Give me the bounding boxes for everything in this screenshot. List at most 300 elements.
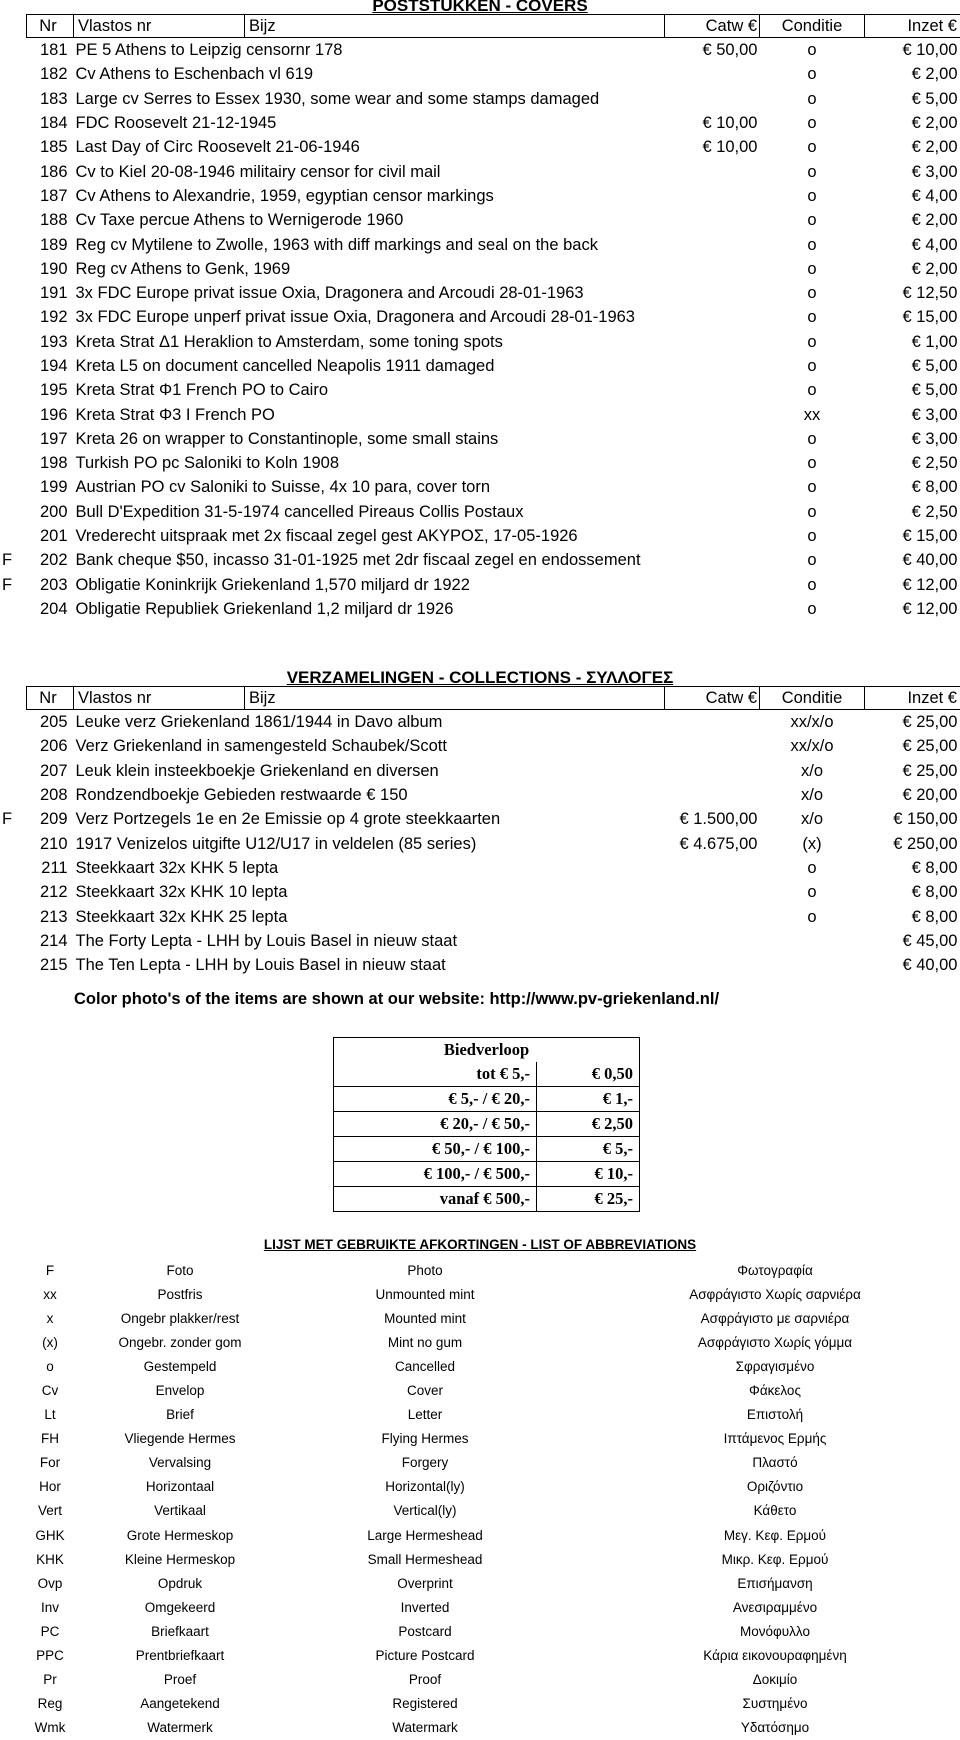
- abbreviation-english: Unmounted mint: [260, 1282, 590, 1306]
- lot-condition: o: [760, 597, 865, 621]
- lot-number: 206: [27, 734, 74, 758]
- lot-description: Cv Athens to Eschenbach vl 619: [74, 62, 665, 86]
- table-row: [0, 880, 960, 904]
- lot-condition: o: [760, 135, 865, 159]
- abbreviation: GHK: [0, 1523, 100, 1547]
- lot-starting-bid: € 2,50: [865, 451, 960, 475]
- lot-condition: o: [760, 856, 865, 880]
- lot-starting-bid: € 15,00: [865, 524, 960, 548]
- abbreviation-row: [0, 1619, 960, 1643]
- header-inzet: Inzet €: [865, 687, 960, 710]
- lot-description: Kreta 26 on wrapper to Constantinople, some small stains: [74, 427, 665, 451]
- lot-catalogue-value: [665, 354, 760, 378]
- bid-range: vanaf € 500,-: [334, 1187, 537, 1212]
- lot-starting-bid: € 40,00: [865, 953, 960, 977]
- lot-starting-bid: € 12,50: [865, 281, 960, 305]
- lot-description: Large cv Serres to Essex 1930, some wear and some stamps damaged: [74, 87, 665, 111]
- lot-description: Vrederecht uitspraak met 2x fiscaal zegel gest ΑΚΥΡΟΣ, 17-05-1926: [74, 524, 665, 548]
- abbreviation-greek: Ασφράγιστο με σαρνιέρα: [590, 1306, 960, 1330]
- lot-number: 215: [27, 953, 74, 977]
- lot-condition: o: [760, 880, 865, 904]
- header-vlastos-bijz: [74, 687, 665, 710]
- header-vlastos-bijz: [74, 15, 665, 38]
- abbreviation-greek: Οριζόντιο: [590, 1475, 960, 1499]
- photo-flag: [0, 710, 27, 735]
- bid-increment: € 5,-: [537, 1137, 640, 1162]
- photo-flag: [0, 524, 27, 548]
- abbreviation-row: [0, 1547, 960, 1571]
- lot-starting-bid: € 8,00: [865, 475, 960, 499]
- abbreviation-row: [0, 1427, 960, 1451]
- lot-starting-bid: € 15,00: [865, 305, 960, 329]
- bid-increment: € 0,50: [537, 1062, 640, 1087]
- lot-description: Obligatie Republiek Griekenland 1,2 miljard dr 1926: [74, 597, 665, 621]
- lot-description: Last Day of Circ Roosevelt 21-06-1946: [74, 135, 665, 159]
- lot-number: 194: [27, 354, 74, 378]
- lot-condition: xx/x/o: [760, 734, 865, 758]
- table-row: [0, 402, 960, 426]
- abbreviation: F: [0, 1258, 100, 1282]
- lot-catalogue-value: [665, 330, 760, 354]
- abbreviation: Cv: [0, 1378, 100, 1402]
- lot-description: Bank cheque $50, incasso 31-01-1925 met 2dr fiscaal zegel en endossement: [74, 548, 665, 572]
- lot-description: Turkish PO pc Saloniki to Koln 1908: [74, 451, 665, 475]
- table-row: [0, 783, 960, 807]
- abbreviation-dutch: Vervalsing: [100, 1451, 260, 1475]
- table-row: [0, 354, 960, 378]
- abbreviation-dutch: Watermerk: [100, 1716, 260, 1740]
- abbreviation-english: Vertical(ly): [260, 1499, 590, 1523]
- lot-number: 207: [27, 759, 74, 783]
- header-vlastos: Vlastos nr: [74, 15, 245, 37]
- photo-flag: [0, 783, 27, 807]
- lot-description: Steekkaart 32x KHK 25 lepta: [74, 904, 665, 928]
- abbreviation: PC: [0, 1619, 100, 1643]
- table-row: [0, 524, 960, 548]
- lot-starting-bid: € 1,00: [865, 330, 960, 354]
- lot-starting-bid: € 3,00: [865, 402, 960, 426]
- lot-condition: o: [760, 62, 865, 86]
- abbreviation-dutch: Postfris: [100, 1282, 260, 1306]
- abbreviation-greek: Σφραγισμένο: [590, 1354, 960, 1378]
- lot-condition: o: [760, 111, 865, 135]
- lot-condition: o: [760, 257, 865, 281]
- photo-flag: [0, 856, 27, 880]
- abbreviation: Wmk: [0, 1716, 100, 1740]
- abbreviation: Hor: [0, 1475, 100, 1499]
- photo-flag: [0, 904, 27, 928]
- abbreviation: (x): [0, 1330, 100, 1354]
- lot-catalogue-value: [665, 87, 760, 111]
- lot-description: PE 5 Athens to Leipzig censornr 178: [74, 38, 665, 63]
- table-row: [0, 111, 960, 135]
- abbreviation-greek: Κάρια εικονουραφημένη: [590, 1644, 960, 1668]
- lot-catalogue-value: [665, 597, 760, 621]
- lot-catalogue-value: [665, 62, 760, 86]
- lot-number: 184: [27, 111, 74, 135]
- abbreviation: Pr: [0, 1668, 100, 1692]
- header-conditie: Conditie: [760, 15, 865, 38]
- header-bijz: Bijz: [245, 17, 276, 35]
- lot-number: 188: [27, 208, 74, 232]
- lot-number: 195: [27, 378, 74, 402]
- lot-condition: x/o: [760, 783, 865, 807]
- lot-condition: o: [760, 500, 865, 524]
- abbreviations-title: LIJST MET GEBRUIKTE AFKORTINGEN - LIST OF ABBREVIATIONS: [0, 1237, 960, 1252]
- lot-starting-bid: € 10,00: [865, 38, 960, 63]
- abbreviation-dutch: Opdruk: [100, 1571, 260, 1595]
- lot-catalogue-value: [665, 402, 760, 426]
- abbreviation: For: [0, 1451, 100, 1475]
- bid-range: € 100,- / € 500,-: [334, 1162, 537, 1187]
- lot-starting-bid: € 3,00: [865, 159, 960, 183]
- lot-number: 214: [27, 929, 74, 953]
- abbreviation-row: [0, 1258, 960, 1282]
- abbreviation-greek: Ιπτάμενος Ερμής: [590, 1427, 960, 1451]
- bid-step-row: [334, 1187, 640, 1212]
- lot-description: Rondzendboekje Gebieden restwaarde € 150: [74, 783, 665, 807]
- biedverloop-table: [333, 1037, 640, 1212]
- collections-title: VERZAMELINGEN - COLLECTIONS - ΣΥΛΛΟΓΕΣ: [0, 668, 960, 688]
- lot-number: 190: [27, 257, 74, 281]
- header-spacer: [0, 687, 27, 710]
- lot-starting-bid: € 8,00: [865, 904, 960, 928]
- lot-number: 189: [27, 232, 74, 256]
- abbreviation-greek: Μικρ. Κεφ. Ερμού: [590, 1547, 960, 1571]
- abbreviation-greek: Επιστολή: [590, 1403, 960, 1427]
- abbreviation-english: Letter: [260, 1403, 590, 1427]
- abbreviation-row: [0, 1692, 960, 1716]
- lot-description: The Ten Lepta - LHH by Louis Basel in nieuw staat: [74, 953, 665, 977]
- lot-starting-bid: € 150,00: [865, 807, 960, 831]
- abbreviation-row: [0, 1716, 960, 1740]
- abbreviation-row: [0, 1571, 960, 1595]
- abbreviation-dutch: Ongebr. zonder gom: [100, 1330, 260, 1354]
- lot-condition: o: [760, 38, 865, 63]
- lot-description: Obligatie Koninkrijk Griekenland 1,570 miljard dr 1922: [74, 573, 665, 597]
- lot-starting-bid: € 2,00: [865, 62, 960, 86]
- lot-number: 213: [27, 904, 74, 928]
- abbreviation: Lt: [0, 1403, 100, 1427]
- photo-flag: [0, 208, 27, 232]
- photo-flag: [0, 831, 27, 855]
- lot-description: Cv to Kiel 20-08-1946 militairy censor for civil mail: [74, 159, 665, 183]
- table-row: [0, 232, 960, 256]
- table-row: [0, 904, 960, 928]
- lot-condition: xx/x/o: [760, 710, 865, 735]
- abbreviation: xx: [0, 1282, 100, 1306]
- bid-range: € 5,- / € 20,-: [334, 1087, 537, 1112]
- lot-catalogue-value: [665, 759, 760, 783]
- lot-number: 183: [27, 87, 74, 111]
- abbreviation-english: Overprint: [260, 1571, 590, 1595]
- lot-starting-bid: € 40,00: [865, 548, 960, 572]
- abbreviation-row: [0, 1403, 960, 1427]
- lot-catalogue-value: [665, 573, 760, 597]
- lot-description: Cv Athens to Alexandrie, 1959, egyptian censor markings: [74, 184, 665, 208]
- lot-starting-bid: € 45,00: [865, 929, 960, 953]
- lot-number: 208: [27, 783, 74, 807]
- lot-starting-bid: € 25,00: [865, 734, 960, 758]
- lot-description: Reg cv Mytilene to Zwolle, 1963 with diff markings and seal on the back: [74, 232, 665, 256]
- photo-flag: [0, 62, 27, 86]
- lot-number: 199: [27, 475, 74, 499]
- lot-condition: o: [760, 573, 865, 597]
- lot-number: 198: [27, 451, 74, 475]
- lot-catalogue-value: [665, 451, 760, 475]
- abbreviation-english: Postcard: [260, 1619, 590, 1643]
- lot-condition: o: [760, 354, 865, 378]
- photo-flag: [0, 38, 27, 63]
- table-row: [0, 597, 960, 621]
- abbreviation-english: Proof: [260, 1668, 590, 1692]
- abbreviation: x: [0, 1306, 100, 1330]
- lot-description: Reg cv Athens to Genk, 1969: [74, 257, 665, 281]
- abbreviation-greek: Ασφράγιστο Χωρίς γόμμα: [590, 1330, 960, 1354]
- table-row: [0, 281, 960, 305]
- abbreviation-english: Flying Hermes: [260, 1427, 590, 1451]
- abbreviation-dutch: Kleine Hermeskop: [100, 1547, 260, 1571]
- lot-description: Austrian PO cv Saloniki to Suisse, 4x 10 para, cover torn: [74, 475, 665, 499]
- biedverloop-title: Biedverloop: [334, 1038, 640, 1063]
- lot-starting-bid: € 8,00: [865, 880, 960, 904]
- table-row: [0, 548, 960, 572]
- photo-flag: [0, 451, 27, 475]
- lot-number: 200: [27, 500, 74, 524]
- table-row: [0, 305, 960, 329]
- lot-description: 3x FDC Europe unperf privat issue Oxia, Dragonera and Arcoudi 28-01-1963: [74, 305, 665, 329]
- photo-flag: [0, 953, 27, 977]
- table-row: [0, 710, 960, 735]
- photo-flag: [0, 378, 27, 402]
- abbreviation: Reg: [0, 1692, 100, 1716]
- abbreviation-english: Mint no gum: [260, 1330, 590, 1354]
- collections-table: [0, 686, 960, 977]
- lot-description: Steekkaart 32x KHK 10 lepta: [74, 880, 665, 904]
- abbreviation-greek: Μονόφυλλο: [590, 1619, 960, 1643]
- abbreviation: Ovp: [0, 1571, 100, 1595]
- table-row: [0, 427, 960, 451]
- table-row: [0, 38, 960, 63]
- photo-flag: [0, 87, 27, 111]
- lot-number: 201: [27, 524, 74, 548]
- table-row: [0, 500, 960, 524]
- lot-catalogue-value: [665, 524, 760, 548]
- lot-number: 181: [27, 38, 74, 63]
- lot-condition: o: [760, 475, 865, 499]
- lot-catalogue-value: [665, 856, 760, 880]
- photo-flag: [0, 330, 27, 354]
- abbreviation-row: [0, 1354, 960, 1378]
- lot-starting-bid: € 4,00: [865, 184, 960, 208]
- lot-condition: o: [760, 281, 865, 305]
- lot-catalogue-value: [665, 159, 760, 183]
- abbreviation-dutch: Horizontaal: [100, 1475, 260, 1499]
- lot-description: 1917 Venizelos uitgifte U12/U17 in veldelen (85 series): [74, 831, 665, 855]
- bid-increment: € 25,-: [537, 1187, 640, 1212]
- abbreviation-greek: Συστημένο: [590, 1692, 960, 1716]
- bid-step-row: [334, 1062, 640, 1087]
- lot-number: 211: [27, 856, 74, 880]
- photo-flag: [0, 305, 27, 329]
- bid-step-row: [334, 1087, 640, 1112]
- lot-catalogue-value: € 10,00: [665, 135, 760, 159]
- lot-catalogue-value: [665, 904, 760, 928]
- table-row: [0, 831, 960, 855]
- lot-starting-bid: € 12,00: [865, 597, 960, 621]
- lot-description: Verz Griekenland in samengesteld Schaubek/Scott: [74, 734, 665, 758]
- abbreviation-row: [0, 1282, 960, 1306]
- photo-flag: [0, 759, 27, 783]
- lot-condition: [760, 929, 865, 953]
- lot-catalogue-value: [665, 500, 760, 524]
- lot-catalogue-value: [665, 184, 760, 208]
- table-row: [0, 184, 960, 208]
- header-nr: Nr: [27, 15, 74, 38]
- lot-number: 182: [27, 62, 74, 86]
- abbreviation-row: [0, 1451, 960, 1475]
- lot-condition: (x): [760, 831, 865, 855]
- abbreviation-greek: Δοκιμίο: [590, 1668, 960, 1692]
- abbreviation: KHK: [0, 1547, 100, 1571]
- abbreviation-greek: Υδατόσημο: [590, 1716, 960, 1740]
- lot-catalogue-value: [665, 548, 760, 572]
- abbreviation-english: Cancelled: [260, 1354, 590, 1378]
- abbreviation-greek: Επισήμανση: [590, 1571, 960, 1595]
- table-row: [0, 573, 960, 597]
- lot-catalogue-value: € 4.675,00: [665, 831, 760, 855]
- table-row: [0, 734, 960, 758]
- abbreviation-greek: Φάκελος: [590, 1378, 960, 1402]
- abbreviation-row: [0, 1644, 960, 1668]
- abbreviation-english: Forgery: [260, 1451, 590, 1475]
- lot-starting-bid: € 25,00: [865, 710, 960, 735]
- photo-flag: [0, 500, 27, 524]
- lot-description: FDC Roosevelt 21-12-1945: [74, 111, 665, 135]
- lot-description: Kreta L5 on document cancelled Neapolis 1911 damaged: [74, 354, 665, 378]
- covers-title: POSTSTUKKEN - COVERS: [0, 0, 960, 16]
- lot-starting-bid: € 5,00: [865, 354, 960, 378]
- website-note: Color photo's of the items are shown at our website: http://www.pv-griekenland.nl/: [74, 990, 719, 1009]
- lot-number: 202: [27, 548, 74, 572]
- table-row: [0, 929, 960, 953]
- lot-description: Kreta Strat Δ1 Heraklion to Amsterdam, some toning spots: [74, 330, 665, 354]
- lot-condition: o: [760, 451, 865, 475]
- lot-catalogue-value: [665, 734, 760, 758]
- abbreviation-dutch: Omgekeerd: [100, 1595, 260, 1619]
- lot-starting-bid: € 8,00: [865, 856, 960, 880]
- bid-step-row: [334, 1162, 640, 1187]
- bid-range: € 50,- / € 100,-: [334, 1137, 537, 1162]
- header-spacer: [0, 15, 27, 38]
- lot-catalogue-value: [665, 929, 760, 953]
- abbreviation-english: Mounted mint: [260, 1306, 590, 1330]
- photo-flag: [0, 475, 27, 499]
- lot-number: 193: [27, 330, 74, 354]
- abbreviation-row: [0, 1668, 960, 1692]
- abbreviation-dutch: Gestempeld: [100, 1354, 260, 1378]
- lot-description: Steekkaart 32x KHK 5 lepta: [74, 856, 665, 880]
- abbreviation-row: [0, 1306, 960, 1330]
- lot-condition: o: [760, 904, 865, 928]
- bid-step-row: [334, 1137, 640, 1162]
- abbreviation-row: [0, 1523, 960, 1547]
- lot-catalogue-value: [665, 783, 760, 807]
- lot-starting-bid: € 2,50: [865, 500, 960, 524]
- abbreviation-row: [0, 1475, 960, 1499]
- lot-description: Leuke verz Griekenland 1861/1944 in Davo album: [74, 710, 665, 735]
- abbreviation-english: Horizontal(ly): [260, 1475, 590, 1499]
- photo-flag: [0, 880, 27, 904]
- table-header: [0, 687, 960, 710]
- lot-description: Kreta Strat Φ1 French PO to Cairo: [74, 378, 665, 402]
- photo-flag: F: [0, 573, 27, 597]
- photo-flag: [0, 135, 27, 159]
- lot-catalogue-value: [665, 880, 760, 904]
- photo-flag: [0, 734, 27, 758]
- lot-description: Bull D'Expedition 31-5-1974 cancelled Pireaus Collis Postaux: [74, 500, 665, 524]
- lot-number: 204: [27, 597, 74, 621]
- abbreviation-dutch: Envelop: [100, 1378, 260, 1402]
- lot-catalogue-value: € 10,00: [665, 111, 760, 135]
- table-row: [0, 159, 960, 183]
- lot-number: 203: [27, 573, 74, 597]
- lot-number: 196: [27, 402, 74, 426]
- abbreviation-dutch: Vertikaal: [100, 1499, 260, 1523]
- lot-number: 210: [27, 831, 74, 855]
- table-row: [0, 759, 960, 783]
- lot-starting-bid: € 2,00: [865, 111, 960, 135]
- abbreviation-english: Watermark: [260, 1716, 590, 1740]
- bid-range: € 20,- / € 50,-: [334, 1112, 537, 1137]
- lot-starting-bid: € 3,00: [865, 427, 960, 451]
- lot-description: Leuk klein insteekboekje Griekenland en diversen: [74, 759, 665, 783]
- photo-flag: [0, 402, 27, 426]
- lot-condition: o: [760, 184, 865, 208]
- abbreviation-english: Large Hermeshead: [260, 1523, 590, 1547]
- lot-condition: o: [760, 378, 865, 402]
- lot-number: 192: [27, 305, 74, 329]
- lot-description: Kreta Strat Φ3 I French PO: [74, 402, 665, 426]
- lot-condition: xx: [760, 402, 865, 426]
- abbreviation-dutch: Proef: [100, 1668, 260, 1692]
- bid-step-row: [334, 1112, 640, 1137]
- header-catw: Catw €: [665, 15, 760, 38]
- abbreviation: o: [0, 1354, 100, 1378]
- lot-catalogue-value: [665, 427, 760, 451]
- abbreviation-row: [0, 1378, 960, 1402]
- abbreviation-dutch: Prentbriefkaart: [100, 1644, 260, 1668]
- abbreviation-greek: Πλαστό: [590, 1451, 960, 1475]
- lot-catalogue-value: [665, 281, 760, 305]
- abbreviation: PPC: [0, 1644, 100, 1668]
- lot-catalogue-value: [665, 953, 760, 977]
- lot-catalogue-value: [665, 305, 760, 329]
- lot-condition: [760, 953, 865, 977]
- table-row: [0, 87, 960, 111]
- lot-starting-bid: € 5,00: [865, 87, 960, 111]
- abbreviation-greek: Ανεσιραμμένο: [590, 1595, 960, 1619]
- abbreviation-row: [0, 1499, 960, 1523]
- photo-flag: [0, 111, 27, 135]
- abbreviation-greek: Κάθετο: [590, 1499, 960, 1523]
- abbreviation-greek: Φωτογραφία: [590, 1258, 960, 1282]
- abbreviation-dutch: Vliegende Hermes: [100, 1427, 260, 1451]
- table-row: [0, 378, 960, 402]
- photo-flag: [0, 929, 27, 953]
- table-row: [0, 475, 960, 499]
- abbreviation-english: Small Hermeshead: [260, 1547, 590, 1571]
